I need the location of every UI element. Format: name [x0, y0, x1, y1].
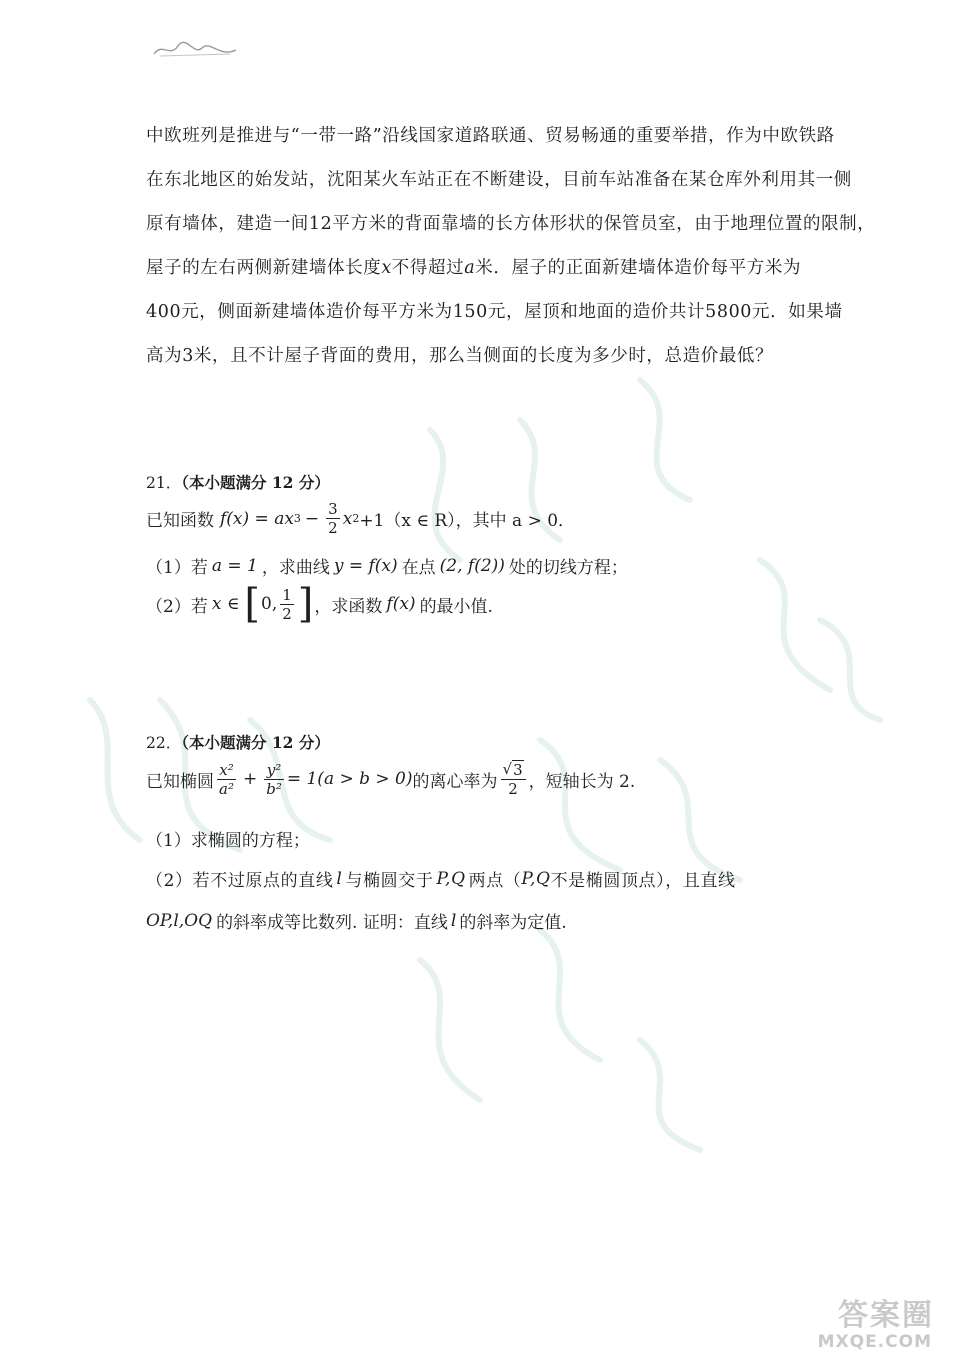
q21-p1-e: 在点 [401, 558, 436, 578]
q20-line-6: 高为3米，且不计屋子背面的费用，那么当侧面的长度为多少时，总造价最低？ [146, 346, 774, 366]
q22-frac-x [217, 761, 236, 798]
q21-p2-left-bracket: [ [244, 581, 261, 627]
q21-p2-right-bracket: ] [297, 581, 314, 627]
q20-line-4 [146, 246, 826, 290]
q22-p2-points: P,Q [436, 868, 466, 889]
q21-stem: 已知函数 f(x) = ax 3 − $\frac{3}{2}$ x 2 +1（x ∈ R），其中 a > 0． [146, 500, 576, 537]
q20-text [146, 114, 876, 378]
q22-frac-e-den: 2 [508, 780, 518, 798]
q22-frac-y-den: b² [266, 779, 282, 798]
q21-p1-c: ，求曲线 [261, 558, 330, 578]
q21-p1-a: （1）若 [146, 558, 208, 578]
q22-part-2 [146, 866, 736, 891]
q22-sqrt: √ 3 [502, 760, 523, 779]
q20-line-4-a: 屋子的左右两侧新建墙体长度 [146, 258, 382, 278]
q22-equation-condition: = 1(a > b > 0) [286, 769, 413, 789]
q22-plus: + [242, 769, 258, 789]
q22-frac-eccentricity [501, 760, 526, 798]
q22-frac-x-den: a² [219, 779, 234, 798]
q21-p2-func: f(x) [386, 594, 416, 614]
q21-p1-point: (2, f(2)) [439, 555, 505, 576]
q22-p2-d: 不是椭圆顶点），且直线 [550, 871, 736, 891]
q21-p2-a: （2）若 [146, 596, 208, 617]
q22-frac-y [264, 761, 284, 798]
q22-frac-y-num: y² [266, 760, 282, 779]
q21-p1-curve: y = f(x) [333, 555, 398, 576]
q21-p2-frac-den: 2 [282, 604, 292, 623]
q20-var-a: a [464, 258, 476, 278]
q22-part-1 [146, 826, 310, 851]
q22-stem-text: 已知椭圆 [146, 771, 214, 792]
q21-p2-zero: 0, [261, 594, 278, 614]
q22-p2-c: 两点（ [468, 871, 522, 891]
q21-number: 21． [146, 474, 182, 492]
q21-function: f(x) = ax [220, 508, 294, 529]
q22-part-2-cont [146, 908, 567, 933]
q22-p3-line-l: l [450, 910, 457, 931]
q22-sqrt-radicand: 3 [513, 761, 523, 779]
q22-p2-b: 与椭圆交于 [345, 871, 434, 891]
q21-p1-g: 处的切线方程； [508, 558, 628, 578]
q21-fraction [326, 500, 340, 537]
site-logo [788, 1290, 938, 1352]
q20-line-1: 中欧班列是推进与“一带一路”沿线国家道路联通、贸易畅通的重要举措，作为中欧铁路 [146, 126, 835, 146]
q21-p2-x-in: x ∈ [211, 594, 240, 614]
q22-stem [146, 760, 635, 798]
q21-frac-den: 2 [328, 519, 338, 537]
q21-part-1 [146, 553, 628, 578]
q22-number: 22． [146, 734, 182, 752]
q20-line-4-b: 不得超过 [391, 258, 465, 278]
q21-stem-tail: +1（x ∈ R），其中 a > 0． [359, 511, 576, 531]
q21-stem-text: 已知函数 [146, 511, 214, 531]
q20-var-x: x [381, 258, 392, 278]
q22-p2-a: （2）若不过原点的直线 [146, 871, 334, 891]
q20-line-4-d: 米．屋子的正面新建墙体造价每平方米为 [475, 258, 802, 278]
q20-line-2: 在东北地区的始发站，沈阳某火车站正在不断建设，目前车站准备在某仓库外利用其一侧 [146, 170, 852, 190]
q21-minus: − [304, 508, 320, 529]
q21-p2-e: 的最小值. [419, 596, 493, 617]
q22-score-label: （本小题满分 12 分） [181, 733, 330, 752]
q22-p1-text: （1）求椭圆的方程； [146, 831, 310, 851]
q21-frac-num: 3 [328, 500, 338, 518]
q20-line-3: 原有墙体，建造一间12平方米的背面靠墙的长方体形状的保管员室，由于地理位置的限制， [146, 214, 876, 234]
site-logo-url: MXQE.COM [817, 1332, 932, 1352]
q21-p2-c: ，求函数 [314, 596, 383, 617]
q22-p2-line-l: l [336, 868, 343, 889]
q22-stem-b: 的离心率为 [412, 771, 498, 792]
q22-p3-lines: OP,l,OQ [146, 910, 213, 931]
q22-p3-b: 的斜率成等比数列. 证明：直线 [216, 913, 448, 933]
site-logo-main: 答案圈 [838, 1298, 934, 1333]
q21-p2-frac-num: 1 [282, 585, 292, 604]
q22-p2-points-2: P,Q [521, 868, 551, 889]
q21-p2-fraction [280, 586, 294, 623]
q22-header [146, 732, 330, 754]
q21-header [146, 472, 330, 494]
q21-x-squared: x [342, 508, 353, 529]
q21-score-label: （本小题满分 12 分） [181, 473, 330, 492]
q21-p1-cond: a = 1 [211, 555, 258, 576]
q21-part-2 [146, 581, 493, 627]
q20-line-5: 400元，侧面新建墙体造价每平方米为150元，屋顶和地面的造价共计5800元．如果墙 [146, 302, 843, 322]
corner-scan-mark [150, 36, 240, 62]
q22-frac-x-num: x² [219, 760, 234, 779]
q22-p3-c: 的斜率为定值. [459, 913, 567, 933]
q22-stem-c: ，短轴长为 2. [528, 771, 636, 792]
